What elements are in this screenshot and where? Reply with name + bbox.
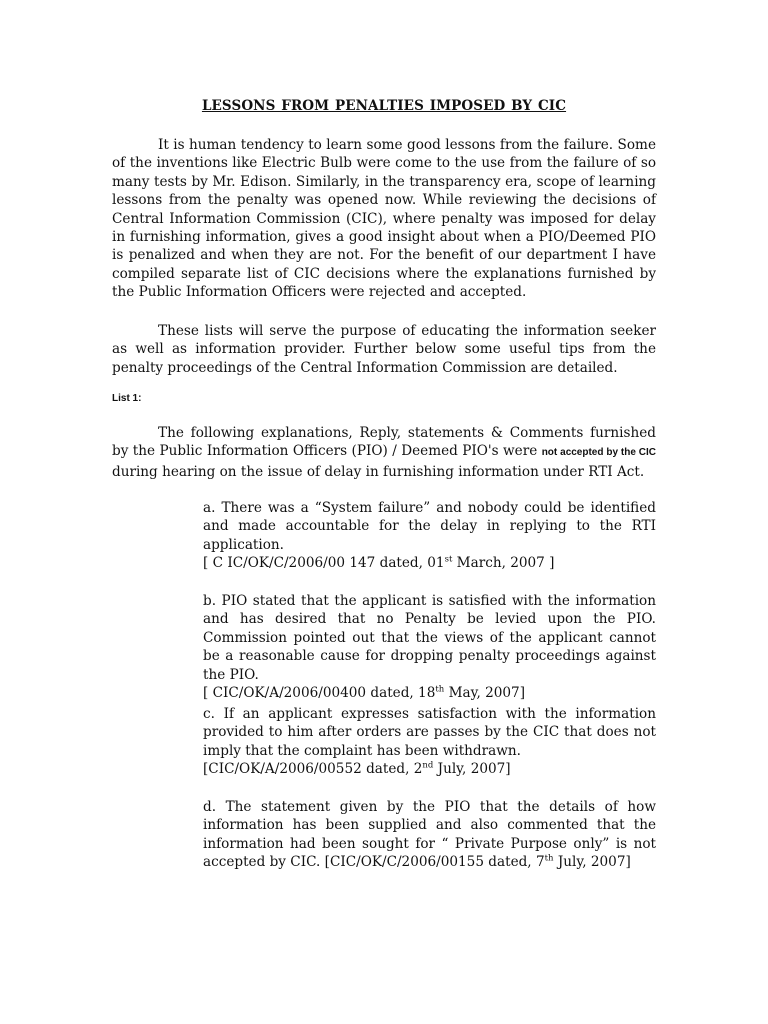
purpose-paragraph: These lists will serve the purpose of educating the information seeker as well as information provider. Further below some useful tips from the penalty proceedings of the Central Information Commission are detailed. <box>112 323 656 376</box>
list-item <box>203 499 656 573</box>
case-reference-prefix: [ CIC/OK/A/2006/00400 dated, 18 <box>203 685 436 702</box>
document-title: LESSONS FROM PENALTIES IMPOSED BY CIC <box>201 98 567 114</box>
case-reference-ordinal: th <box>544 853 554 864</box>
case-reference-suffix: July, 2007] <box>433 761 511 778</box>
case-reference <box>325 854 631 870</box>
list-item-text: d. The statement given by the PIO that the details of how information has been supplied and also commented that the information had been sought for “ Private Purpose only” is not accepted by CIC. <box>203 799 656 871</box>
list-intro-text-start: The following explanations, Reply, statements & Comments furnished by the Public Information Officers (PIO) / Deemed PIO's were <box>112 425 656 460</box>
case-reference-suffix: March, 2007 ] <box>452 555 555 572</box>
case-reference-ordinal: nd <box>422 760 434 771</box>
list-item <box>203 798 656 872</box>
list-item-text: b. PIO stated that the applicant is satisfied with the information and has desired that no Penalty be levied upon the PIO. Commission pointed out that the views of the applicant cannot be a reasonable cause for dropping penalty proceedings against the PIO. <box>203 593 656 683</box>
list-item <box>203 592 656 702</box>
case-reference-suffix: July, 2007] <box>553 854 631 871</box>
case-reference-ordinal: st <box>444 554 453 565</box>
case-reference-prefix: [CIC/OK/A/2006/00552 dated, 2 <box>203 761 423 778</box>
case-reference-prefix: [ C IC/OK/C/2006/00 147 dated, 01 <box>203 555 445 572</box>
case-reference <box>203 684 656 702</box>
list-item-text: c. If an applicant expresses satisfaction with the information provided to him after orders are passes by the CIC that does not imply that the complaint has been withdrawn. <box>203 706 656 759</box>
case-reference-prefix: [CIC/OK/C/2006/00155 dated, 7 <box>324 854 545 871</box>
case-reference <box>203 760 656 778</box>
case-reference-suffix: May, 2007] <box>444 685 526 702</box>
list-intro-text-end: during hearing on the issue of delay in furnishing information under RTI Act. <box>112 463 645 480</box>
case-reference-ordinal: th <box>435 684 445 695</box>
list-intro-paragraph <box>112 424 656 481</box>
list-item <box>203 705 656 779</box>
intro-paragraph: It is human tendency to learn some good lessons from the failure. Some of the inventions like Electric Bulb were come to the use from the failure of so many tests by Mr. Edison. Similarly, in the transparency era, scope of learning lessons from the penalty was opened now. While reviewing the decisions of Central Information Commission (CIC), where penalty was imposed for delay in furnishing information, gives a good insight about when a PIO/Deemed PIO is penalized and when they are not. For the benefit of our department I have compiled separate list of CIC decisions where the explanations furnished by the Public Information Officers were rejected and accepted. <box>112 137 656 301</box>
list-intro-emphasis: not accepted by the CIC <box>541 447 657 459</box>
list-label: List 1: <box>112 393 142 404</box>
case-reference <box>203 554 656 572</box>
list-item-text: a. There was a “System failure” and nobody could be identified and made accountable for the delay in replying to the RTI application. <box>203 500 656 553</box>
